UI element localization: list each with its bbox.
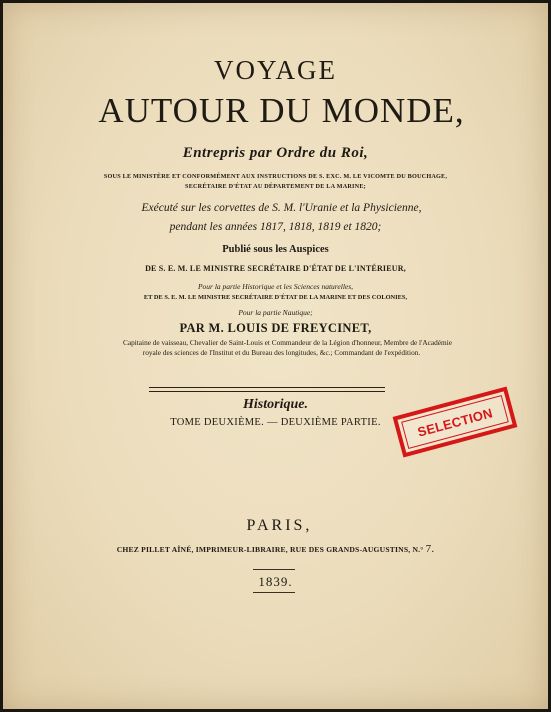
pour-partie-nautique: Pour la partie Nautique;: [238, 308, 313, 317]
title-page: [3, 3, 548, 709]
pour-partie-historique: Pour la partie Historique et les Sciences naturelles,: [197, 282, 354, 291]
subtitle-entrepris: Entrepris par Ordre du Roi,: [182, 145, 369, 161]
years-line: pendant les années 1817, 1818, 1819 et 1820;: [169, 221, 382, 233]
imprint-year: 1839.: [258, 574, 293, 589]
ministry-line: SOUS LE MINISTÈRE ET CONFORMÉMENT AUX INSTRUCTIONS DE S. EXC. M. LE VICOMTE DU BOUCHAGE,: [103, 173, 448, 180]
title-autour-du-monde: AUTOUR DU MONDE,: [98, 91, 465, 130]
divider-rule-thin: [149, 391, 385, 392]
year-rule-bottom: [253, 592, 295, 593]
section-historique: Historique.: [243, 397, 308, 412]
publisher-text: CHEZ PILLET AÎNÉ, IMPRIMEUR-LIBRAIRE, RUE DES GRANDS-AUGUSTINS, N.°: [116, 545, 424, 554]
author-titles-1: Capitaine de vaisseau, Chevalier de Saint-Louis et Commandeur de la Légion d'honneur, Membre de l'Académie: [123, 338, 452, 347]
volume-line: TOME DEUXIÈME. — DEUXIÈME PARTIE.: [170, 417, 381, 428]
execute-line: Exécuté sur les corvettes de S. M. l'Uranie et la Physicienne,: [141, 202, 422, 214]
marine-colonies-line: ET DE S. E. M. LE MINISTRE SECRÉTAIRE D'ÉTAT DE LA MARINE ET DES COLONIES,: [143, 294, 408, 301]
stamp-text: SELECTION: [415, 404, 495, 440]
publie-line: Publié sous les Auspices: [222, 244, 329, 255]
divider-rule: [149, 387, 385, 388]
publisher-number: 7.: [425, 543, 435, 555]
author-titles-2: royale des sciences de l'Institut et du Bureau des longitudes, &c.; Commandant de l'expédition.: [142, 348, 421, 357]
author-line: PAR M. LOUIS DE FREYCINET,: [179, 321, 372, 335]
year-rule-top: [253, 569, 295, 570]
secretaire-line: SECRÉTAIRE D'ÉTAT AU DÉPARTEMENT DE LA MARINE;: [185, 183, 366, 190]
imprint-publisher: [3, 543, 548, 555]
interieur-line: DE S. E. M. LE MINISTRE SECRÉTAIRE D'ÉTAT DE L'INTÉRIEUR,: [145, 264, 406, 273]
title-voyage: VOYAGE: [214, 55, 337, 85]
imprint-city: PARIS,: [246, 517, 313, 534]
